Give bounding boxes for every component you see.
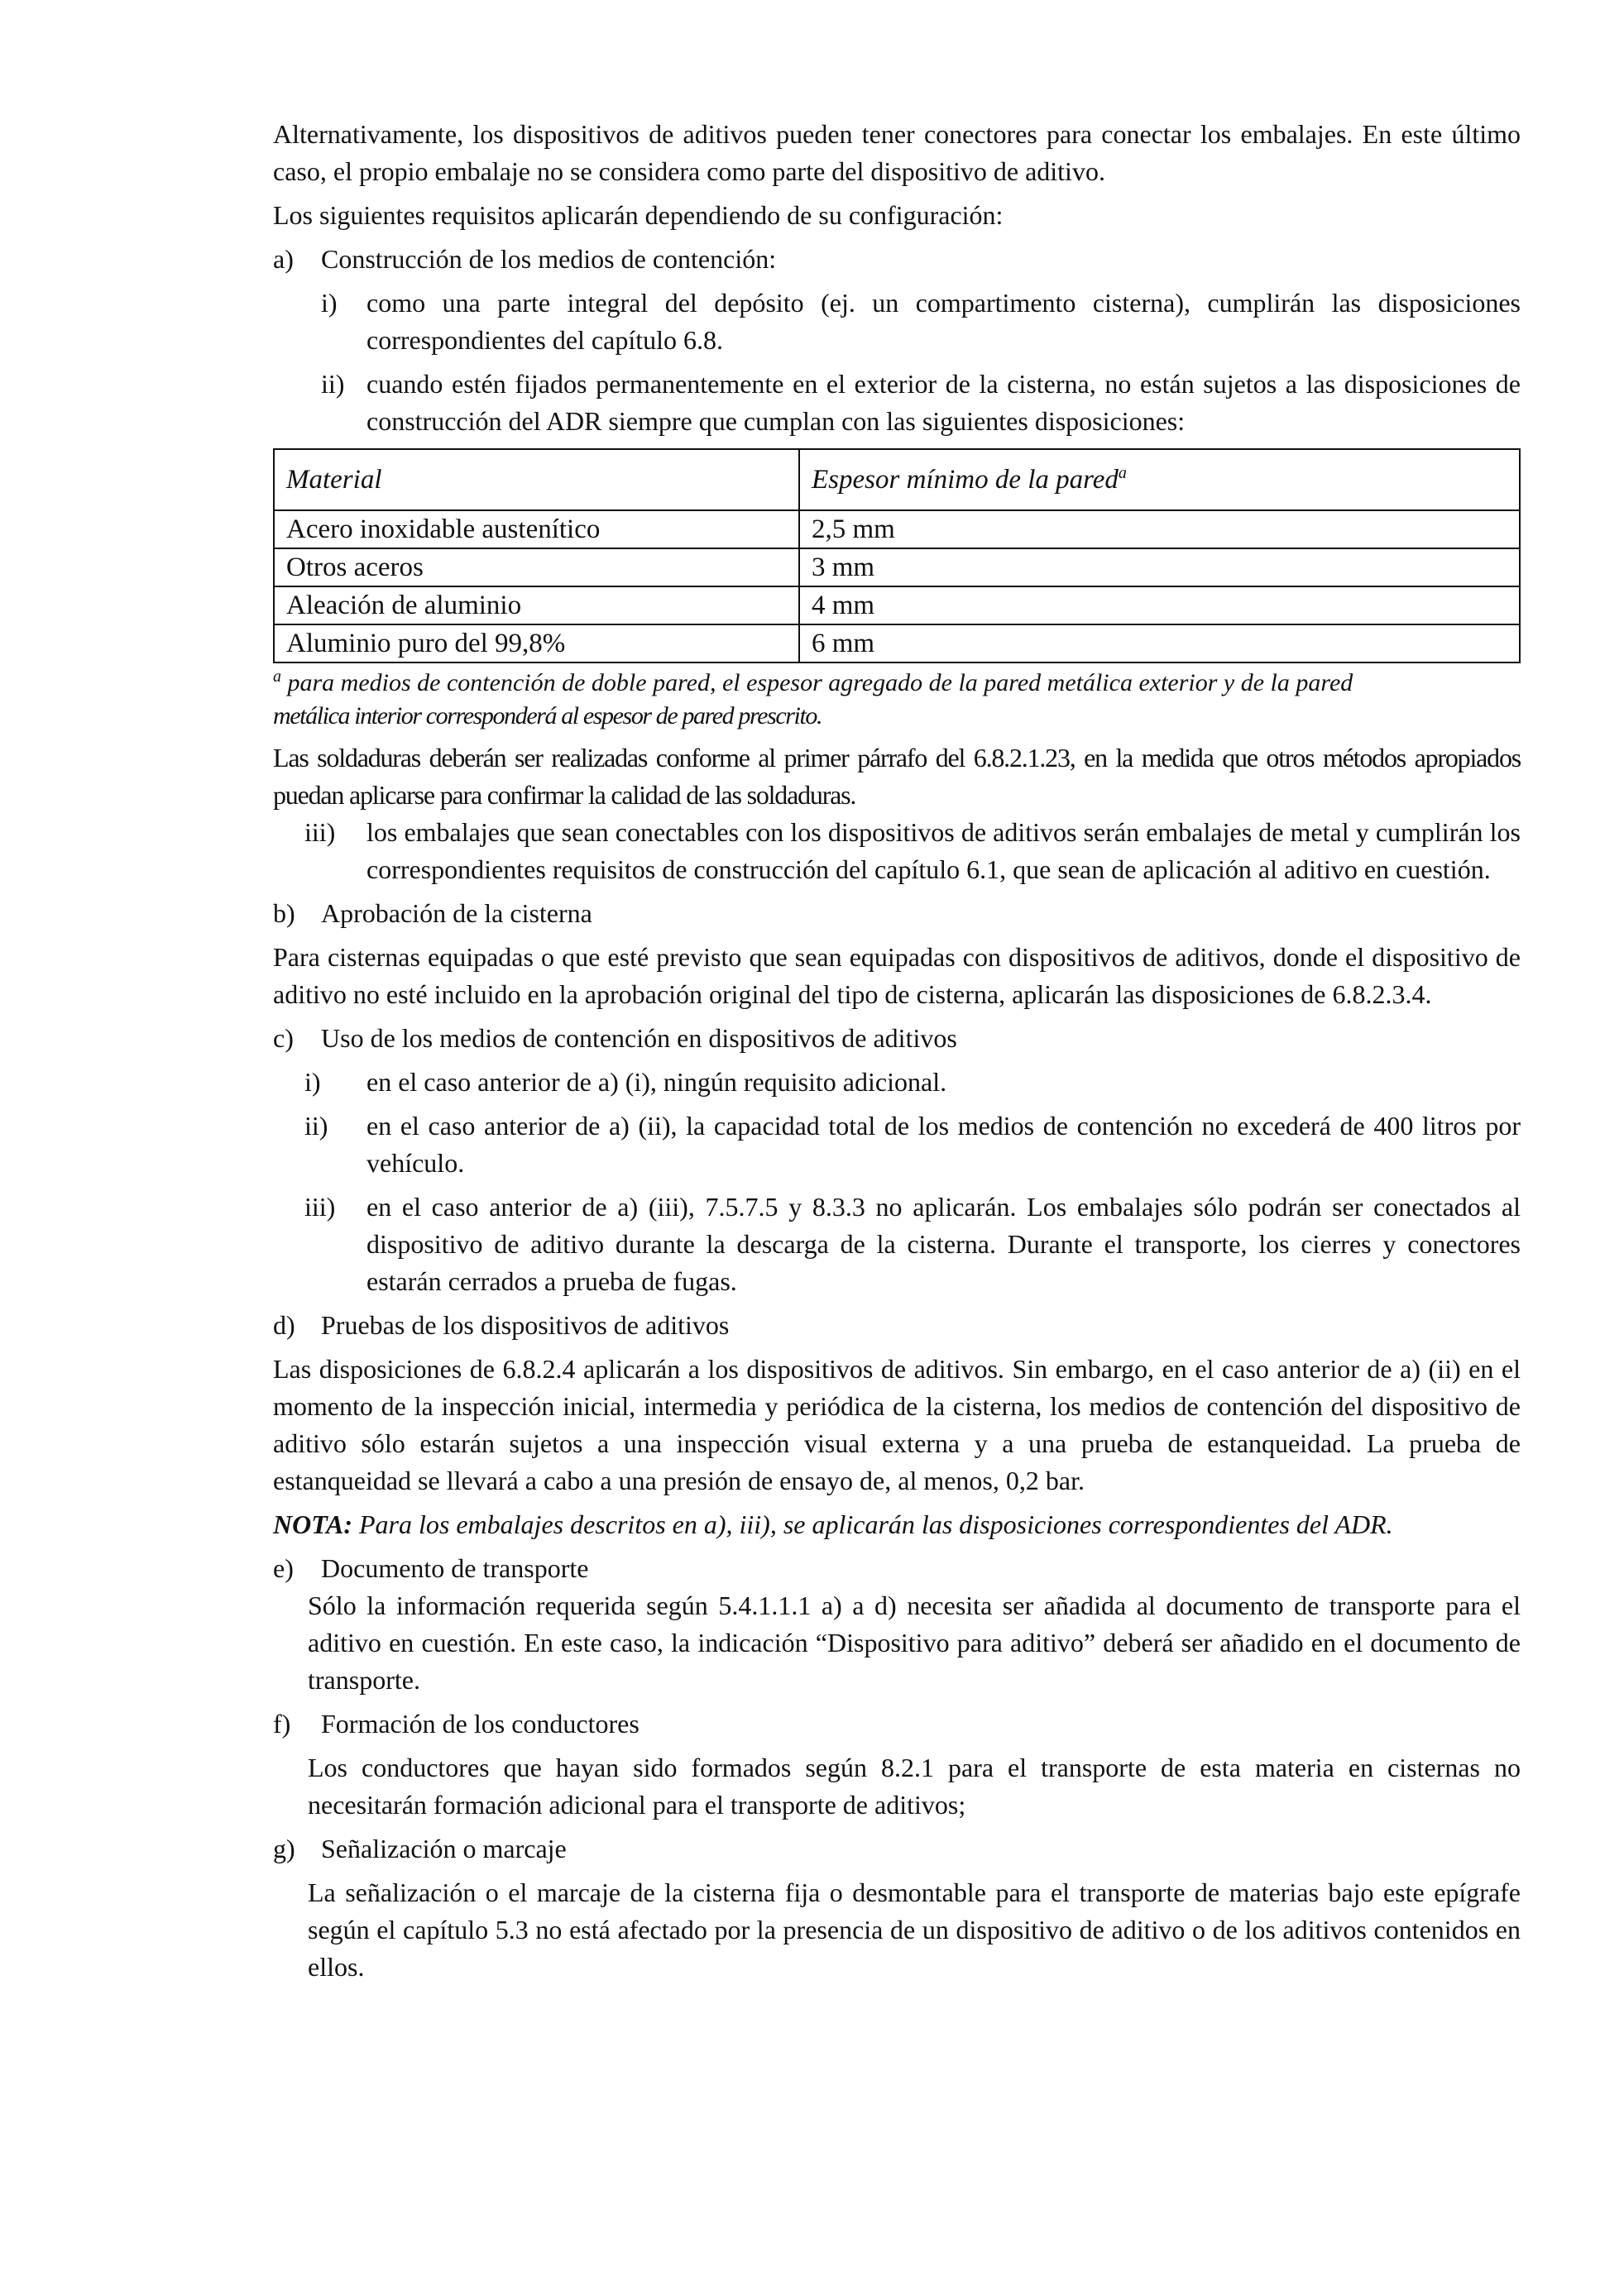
header-footnote-mark: a bbox=[1118, 464, 1127, 482]
table-cell-thickness: 6 mm bbox=[799, 624, 1520, 662]
section-b-heading bbox=[273, 895, 1521, 932]
section-g-title: Señalización o marcaje bbox=[321, 1834, 567, 1863]
footnote-mark: a bbox=[273, 667, 281, 686]
section-d-label: d) bbox=[273, 1310, 295, 1340]
header-thickness-label: Espesor mínimo de la pared bbox=[812, 465, 1119, 495]
wall-thickness-table bbox=[273, 448, 1521, 663]
section-a-label: a) bbox=[273, 244, 294, 274]
section-a-ii-label: ii) bbox=[321, 369, 345, 399]
section-e-title: Documento de transporte bbox=[321, 1553, 589, 1583]
section-g-heading bbox=[273, 1830, 1521, 1868]
section-a-title: Construcción de los medios de contención: bbox=[321, 244, 777, 274]
section-a-item-iii bbox=[273, 814, 1521, 888]
section-a-i-text: como una parte integral del depósito (ej. un compartimento cisterna), cumplirán las disposiciones correspondientes del capítulo 6.8. bbox=[366, 288, 1521, 355]
table-row bbox=[274, 510, 1520, 548]
section-c-iii-label: iii) bbox=[304, 1192, 336, 1222]
section-f-label: f) bbox=[273, 1709, 291, 1739]
table-footnote-line1 bbox=[273, 667, 1521, 700]
section-b-text: Para cisternas equipadas o que esté previsto que sean equipadas con dispositivos de aditivos, donde el dispositivo de aditivo no esté incluido en la aprobación original del tipo de cisterna, aplicarán las disposiciones de 6.8.2.3.4. bbox=[273, 942, 1521, 1009]
section-d-title: Pruebas de los dispositivos de aditivos bbox=[321, 1310, 730, 1340]
section-e-label: e) bbox=[273, 1553, 294, 1583]
table-row bbox=[274, 548, 1520, 586]
section-a-heading bbox=[273, 241, 1521, 278]
section-g-label: g) bbox=[273, 1834, 295, 1863]
section-c-title: Uso de los medios de contención en dispositivos de aditivos bbox=[321, 1023, 957, 1053]
section-e-text: Sólo la información requerida según 5.4.1.1.1 a) a d) necesita ser añadida al documento de transporte para el aditivo en cuestión. En este caso, la indicación “Dispositivo para aditivo” deberá ser añadido en el documento de transporte. bbox=[308, 1590, 1521, 1695]
section-d-note bbox=[273, 1506, 1521, 1543]
section-c-item-iii bbox=[273, 1189, 1521, 1300]
table-cell-material: Otros aceros bbox=[274, 548, 799, 586]
header-material: Material bbox=[274, 449, 799, 510]
section-f-heading bbox=[273, 1705, 1521, 1743]
section-d-text: Las disposiciones de 6.8.2.4 aplicarán a los dispositivos de aditivos. Sin embargo, en el caso anterior de a) (ii) en el momento de la inspección inicial, intermedia y periódica de la cisterna, los medios de contención del dispositivo de aditivo sólo estarán sujetos a una inspección visual externa y a una prueba de estanqueidad. La prueba de estanqueidad se llevará a cabo a una presión de ensayo de, al menos, 0,2 bar. bbox=[273, 1354, 1521, 1495]
section-c-i-label: i) bbox=[304, 1067, 321, 1097]
table-cell-material: Acero inoxidable austenítico bbox=[274, 510, 799, 548]
section-a-ii-text: cuando estén fijados permanentemente en el exterior de la cisterna, no están sujetos a las disposiciones de construcción del ADR siempre que cumplan con las siguientes disposiciones: bbox=[366, 369, 1521, 436]
table-cell-material: Aleación de aluminio bbox=[274, 586, 799, 624]
table-cell-thickness: 4 mm bbox=[799, 586, 1520, 624]
table-cell-thickness: 2,5 mm bbox=[799, 510, 1520, 548]
table-row bbox=[274, 624, 1520, 662]
intro-paragraph: Alternativamente, los dispositivos de aditivos pueden tener conectores para conectar los embalajes. En este último caso, el propio embalaje no se considera como parte del dispositivo de aditivo. bbox=[273, 119, 1521, 186]
table-footnote bbox=[273, 667, 1521, 733]
requirements-intro: Los siguientes requisitos aplicarán dependiendo de su configuración: bbox=[273, 200, 1004, 230]
section-b-title: Aprobación de la cisterna bbox=[321, 898, 592, 928]
note-text: Para los embalajes descritos en a), iii), se aplicarán las disposiciones correspondientes del ADR. bbox=[352, 1509, 1393, 1539]
header-thickness bbox=[799, 449, 1520, 510]
section-a-iii-label: iii) bbox=[304, 817, 336, 847]
section-c-label: c) bbox=[273, 1023, 294, 1053]
table-cell-thickness: 3 mm bbox=[799, 548, 1520, 586]
section-d-heading bbox=[273, 1307, 1521, 1344]
section-a-item-ii bbox=[273, 366, 1521, 440]
section-g-text: La señalización o el marcaje de la cisterna fija o desmontable para el transporte de materias bajo este epígrafe según el capítulo 5.3 no está afectado por la presencia de un dispositivo de aditivo o de los aditivos contenidos en ellos. bbox=[308, 1877, 1521, 1982]
footnote-text-1: para medios de contención de doble pared, el espesor agregado de la pared metálica exterior y de la pared bbox=[281, 669, 1353, 696]
section-c-item-i bbox=[273, 1064, 1521, 1101]
table-footnote-line2: metálica interior corresponderá al espesor de pared prescrito. bbox=[273, 702, 822, 729]
table-cell-material: Aluminio puro del 99,8% bbox=[274, 624, 799, 662]
section-e-heading bbox=[273, 1550, 1521, 1587]
section-c-ii-label: ii) bbox=[304, 1111, 328, 1141]
table-header-row bbox=[274, 449, 1520, 510]
section-b-label: b) bbox=[273, 898, 295, 928]
section-c-iii-text: en el caso anterior de a) (iii), 7.5.7.5 y 8.3.3 no aplicarán. Los embalajes sólo podrán ser conectados al dispositivo de aditivo durante la descarga de la cisterna. Durante el transporte, los cierres y conectores estarán cerrados a prueba de fugas. bbox=[366, 1192, 1521, 1296]
section-f-text: Los conductores que hayan sido formados según 8.2.1 para el transporte de esta materia en cisternas no necesitarán formación adicional para el transporte de aditivos; bbox=[308, 1753, 1521, 1820]
section-a-i-label: i) bbox=[321, 288, 338, 318]
table-row bbox=[274, 586, 1520, 624]
welds-paragraph: Las soldaduras deberán ser realizadas conforme al primer párrafo del 6.8.2.1.23, en la medida que otros métodos apropiados puedan aplicarse para confirmar la calidad de las soldaduras. bbox=[273, 743, 1521, 810]
note-label: NOTA: bbox=[273, 1509, 352, 1539]
section-a-iii-text: los embalajes que sean conectables con los dispositivos de aditivos serán embalajes de metal y cumplirán los correspondientes requisitos de construcción del capítulo 6.1, que sean de aplicación al aditivo en cuestión. bbox=[366, 817, 1521, 884]
section-c-i-text: en el caso anterior de a) (i), ningún requisito adicional. bbox=[366, 1067, 947, 1097]
section-c-ii-text: en el caso anterior de a) (ii), la capacidad total de los medios de contención no excederá de 400 litros por vehículo. bbox=[366, 1111, 1521, 1178]
section-a-item-i bbox=[273, 285, 1521, 359]
section-c-heading bbox=[273, 1020, 1521, 1057]
section-f-title: Formación de los conductores bbox=[321, 1709, 640, 1739]
document-body bbox=[273, 116, 1521, 1986]
section-c-item-ii bbox=[273, 1107, 1521, 1182]
